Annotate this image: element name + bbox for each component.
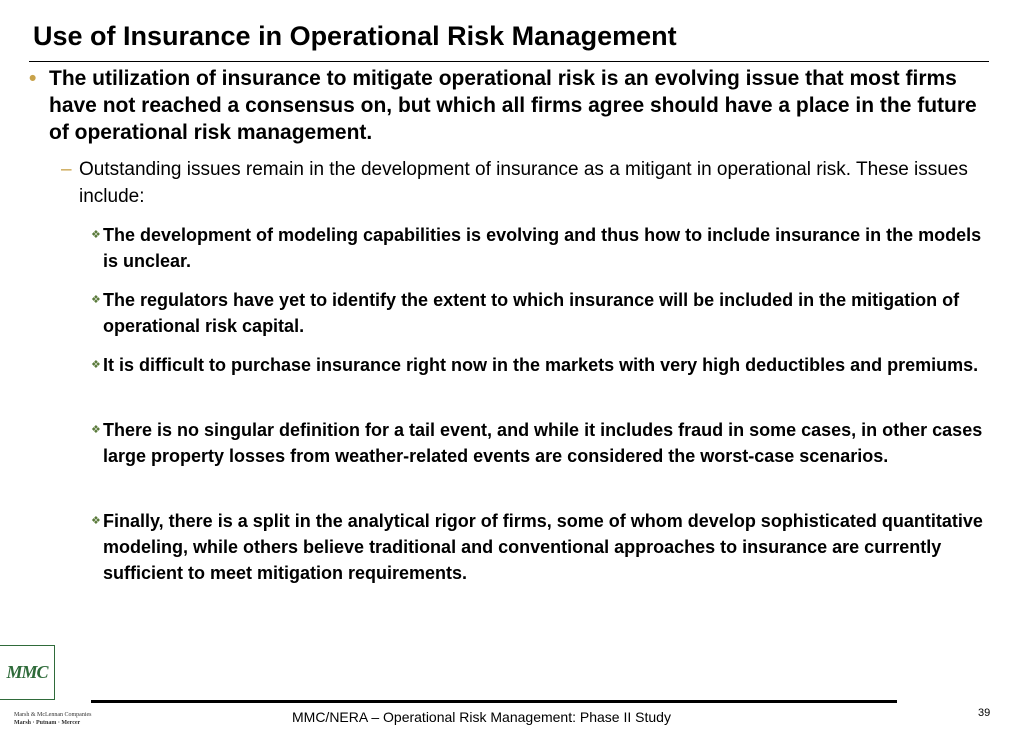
page-number: 39 xyxy=(978,707,991,719)
company-name: Marsh & McLennan Companies xyxy=(14,712,92,718)
issue-text: There is no singular definition for a tail event, and while it includes fraud in some cases, in other cases large property losses from weather-related events are considered the worst-case scenarios. xyxy=(103,420,983,466)
slide-title: Use of Insurance in Operational Risk Management xyxy=(33,21,677,51)
issue-text: The regulators have yet to identify the extent to which insurance will be included in the mitigation of operational risk capital. xyxy=(103,290,960,336)
company-subsidiaries: Marsh · Putnam · Mercer xyxy=(14,720,81,726)
issue-item xyxy=(91,508,983,586)
issue-item xyxy=(91,222,983,274)
sub-bullet: Outstanding issues remain in the development of insurance as a mitigant in operational risk. These issues include: xyxy=(79,159,968,207)
issue-text: Finally, there is a split in the analytical rigor of firms, some of whom develop sophisticated quantitative modeling, while others believe traditional and conventional approaches to insurance are currently sufficient to meet mitigation requirements. xyxy=(103,511,983,583)
issue-item xyxy=(91,417,983,469)
issue-item xyxy=(91,352,983,378)
main-bullet: The utilization of insurance to mitigate operational risk is an evolving issue that most firms have not reached a consensus on, but which all firms agree should have a place in the future of operational risk management. xyxy=(49,67,977,144)
issue-text: It is difficult to purchase insurance right now in the markets with very high deductibles and premiums. xyxy=(103,355,979,375)
diamond-bullet-icon: ❖ xyxy=(91,515,101,527)
mmc-logo xyxy=(0,645,55,700)
diamond-bullet-icon: ❖ xyxy=(91,294,101,306)
title-divider xyxy=(29,61,989,62)
bullet-dot-icon: • xyxy=(29,67,37,90)
diamond-bullet-icon: ❖ xyxy=(91,229,101,241)
issue-text: The development of modeling capabilities is evolving and thus how to include insurance in the models is unclear. xyxy=(103,225,982,271)
footer-divider xyxy=(91,700,897,703)
footer-text: MMC/NERA – Operational Risk Management: Phase II Study xyxy=(292,709,671,725)
logo-text: MMC xyxy=(6,662,48,682)
issue-item xyxy=(91,287,983,339)
dash-icon: – xyxy=(61,159,72,180)
diamond-bullet-icon: ❖ xyxy=(91,424,101,436)
diamond-bullet-icon: ❖ xyxy=(91,359,101,371)
